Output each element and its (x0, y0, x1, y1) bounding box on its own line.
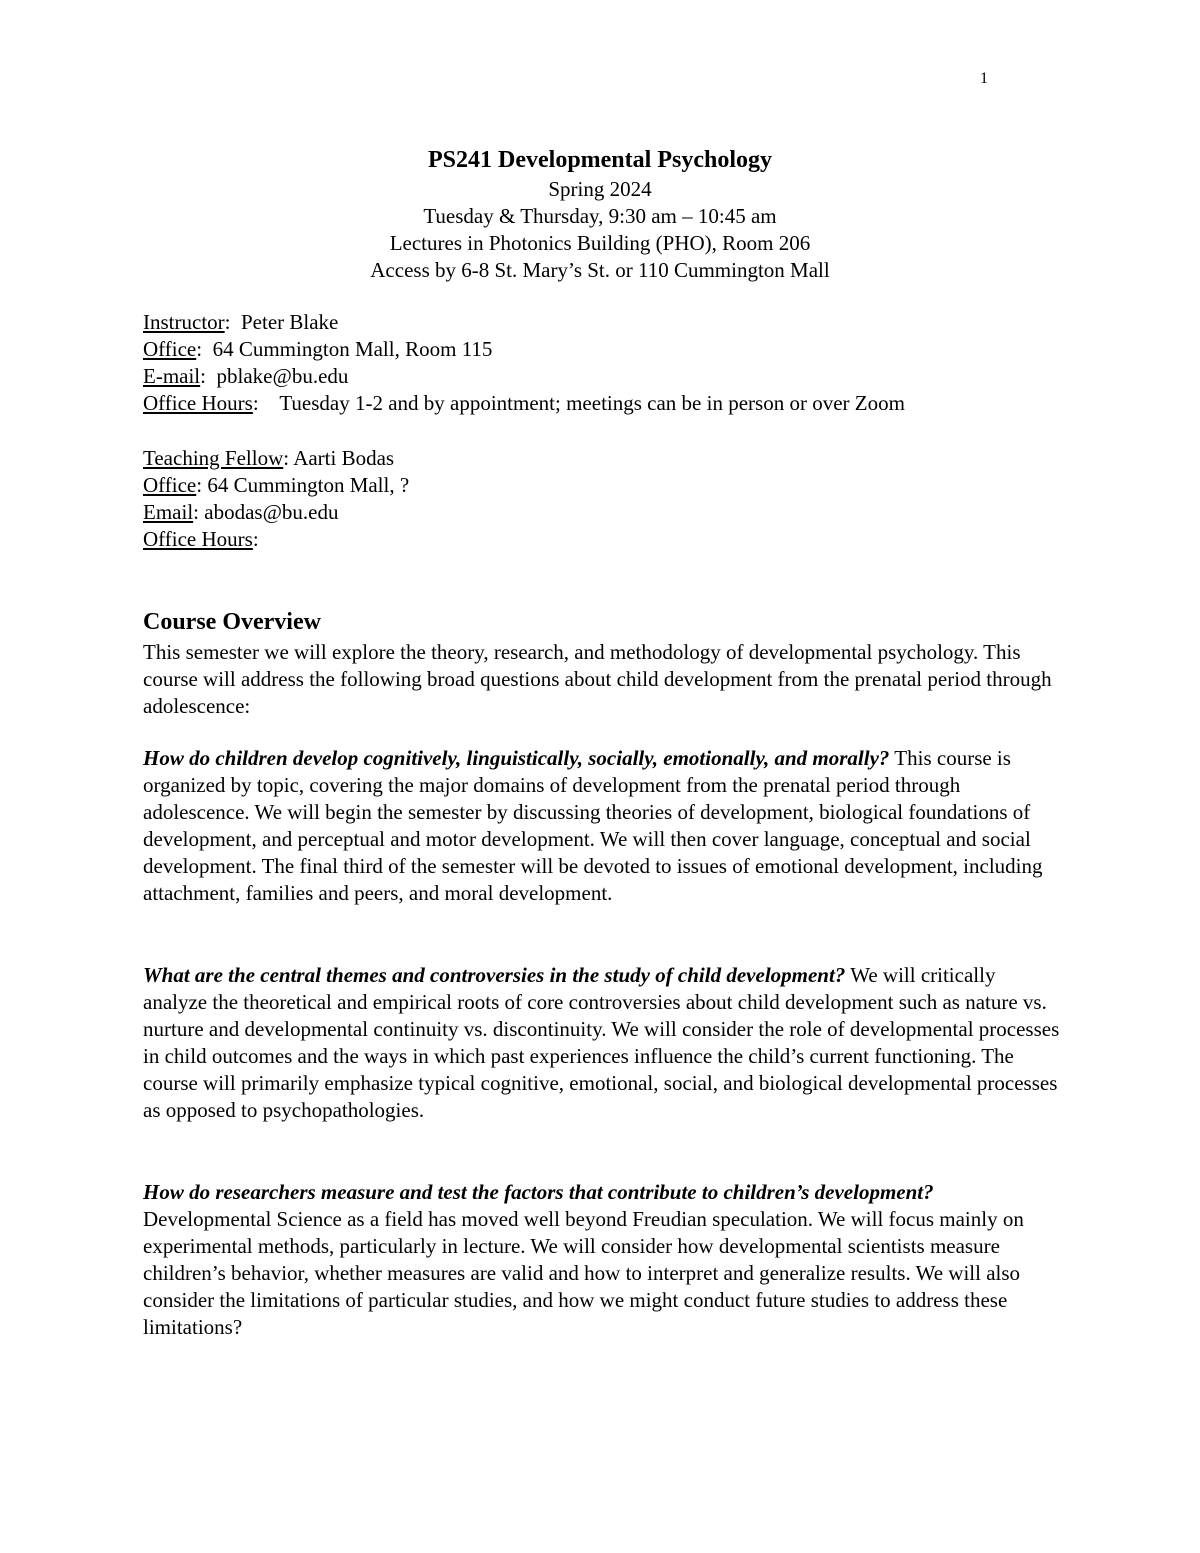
course-location: Lectures in Photonics Building (PHO), Room 206 (389, 231, 811, 255)
tf-name: Aarti Bodas (293, 446, 395, 470)
paragraph-3-text: Developmental Science as a field has moved well beyond Freudian speculation. We will focus mainly on experimental methods, particularly in lecture. We will consider how developmental scientists measure children’s behavior, whether measures are valid and how to interpret and generalize results. We will also consider the limitations of particular studies, and how we might conduct future studies to address these limitations? (143, 1207, 1024, 1339)
question-1: How do children develop cognitively, linguistically, socially, emotionally, and morally? (143, 746, 890, 770)
question-3: How do researchers measure and test the factors that contribute to children’s development? (143, 1180, 934, 1204)
tf-office-row: Office: 64 Cummington Mall, ? (143, 473, 410, 497)
instructor-office-row: Office: 64 Cummington Mall, Room 115 (143, 337, 493, 361)
tf-email-label: Email (143, 500, 194, 524)
instructor-office-value: 64 Cummington Mall, Room 115 (212, 337, 493, 361)
instructor-email-value[interactable]: pblake@bu.edu (216, 364, 349, 388)
tf-office-label: Office (143, 473, 197, 497)
tf-row: Teaching Fellow: Aarti Bodas (143, 446, 395, 470)
overview-paragraph-3 (143, 1179, 1063, 1341)
instructor-email-label: E-mail (143, 364, 201, 388)
course-title: PS241 Developmental Psychology (428, 147, 772, 173)
tf-info (143, 445, 409, 553)
instructor-row: Instructor: Peter Blake (143, 310, 339, 334)
tf-email-row: Email: abodas@bu.edu (143, 500, 339, 524)
instructor-hours-label: Office Hours (143, 391, 253, 415)
tf-hours-row: Office Hours: (143, 527, 259, 551)
course-overview-heading: Course Overview (143, 609, 321, 635)
tf-label: Teaching Fellow (143, 446, 284, 470)
instructor-email-row: E-mail: pblake@bu.edu (143, 364, 349, 388)
instructor-hours-value: Tuesday 1-2 and by appointment; meetings can be in person or over Zoom (279, 391, 905, 415)
tf-hours-label: Office Hours (143, 527, 253, 551)
overview-intro: This semester we will explore the theory, research, and methodology of developmental psychology. This course will address the following broad questions about child development from the prenatal period through adolescence: (143, 640, 1052, 718)
tf-email-value[interactable]: abodas@bu.edu (204, 500, 339, 524)
instructor-name: Peter Blake (241, 310, 339, 334)
course-term: Spring 2024 (548, 177, 652, 201)
course-schedule: Tuesday & Thursday, 9:30 am – 10:45 am (423, 204, 777, 228)
instructor-info (143, 309, 905, 417)
instructor-hours-row: Office Hours: Tuesday 1-2 and by appointment; meetings can be in person or over Zoom (143, 391, 905, 415)
paragraph-1-text: This course is organized by topic, covering the major domains of development from the prenatal period through adolescence. We will begin the semester by discussing theories of development, biological foundations of development, and perceptual and motor development. We will then cover language, conceptual and social development. The final third of the semester will be devoted to issues of emotional development, including attachment, families and peers, and moral development. (143, 746, 1043, 905)
instructor-office-label: Office (143, 337, 197, 361)
tf-office-value: 64 Cummington Mall, ? (207, 473, 410, 497)
overview-paragraph-1 (143, 745, 1063, 907)
page-number: 1 (980, 70, 988, 87)
paragraph-2-text: We will critically analyze the theoretical and empirical roots of core controversies about child development such as nature vs. nurture and developmental continuity vs. discontinuity. We will consider the role of developmental processes in child outcomes and the ways in which past experiences influence the child’s current functioning. The course will primarily emphasize typical cognitive, emotional, social, and biological developmental processes as opposed to psychopathologies. (143, 963, 1060, 1122)
course-header (0, 144, 1200, 284)
course-access: Access by 6-8 St. Mary’s St. or 110 Cummington Mall (370, 258, 830, 282)
instructor-label: Instructor (143, 310, 225, 334)
overview-paragraph-2 (143, 962, 1063, 1124)
question-2: What are the central themes and controversies in the study of child development? (143, 963, 846, 987)
